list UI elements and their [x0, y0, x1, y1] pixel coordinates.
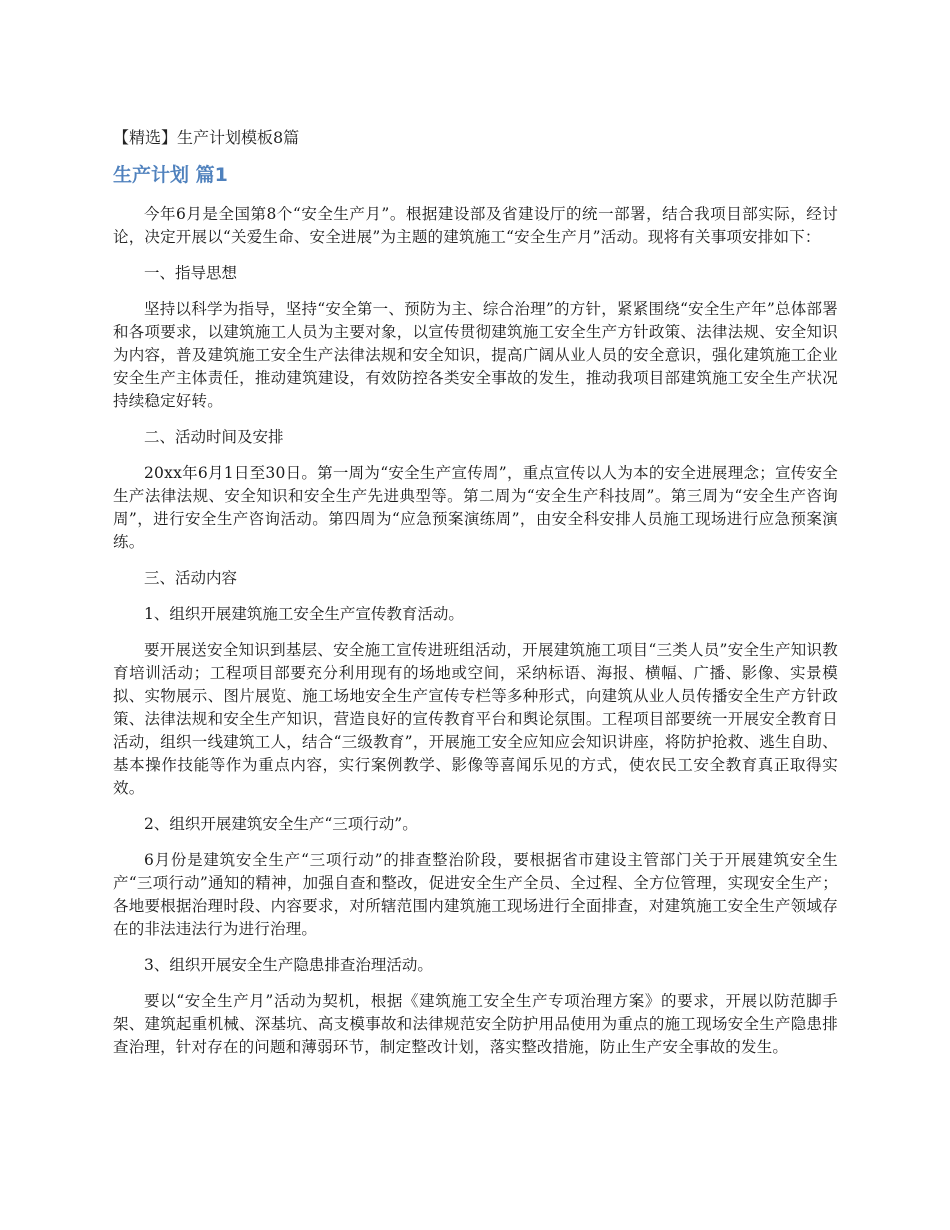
- paragraph: 坚持以科学为指导，坚持“安全第一、预防为主、综合治理”的方针，紧紧围绕“安全生产年”总体部署和各项要求，以建筑施工人员为主要对象，以宣传贯彻建筑施工安全生产方针政策、法律法规、安全知识为内容，普及建筑施工安全生产法律法规和安全知识，提高广阔从业人员的安全意识，强化建筑施工企业安全生产主体责任，推动建筑建设，有效防控各类安全事故的发生，推动我项目部建筑施工安全生产状况持续稳定好转。: [113, 300, 838, 410]
- subsection-heading: 三、活动内容: [144, 569, 238, 587]
- subsection-heading: 一、指导思想: [144, 264, 238, 282]
- paragraph: 要开展送安全知识到基层、安全施工宣传进班组活动，开展建筑施工项目“三类人员”安全生产知识教育培训活动；工程项目部要充分利用现有的场地或空间，采纳标语、海报、横幅、广播、影像、实景模拟、实物展示、图片展览、施工场地安全生产宣传专栏等多种形式，向建筑从业人员传播安全生产方针政策、法律法规和安全生产知识，营造良好的宣传教育平台和舆论氛围。工程项目部要统一开展安全教育日活动，组织一线建筑工人，结合“三级教育”，开展施工安全应知应会知识讲座，将防护抢救、逃生自助、基本操作技能等作为重点内容，实行案例教学、影像等喜闻乐见的方式，使农民工安全教育真正取得实效。: [113, 641, 838, 797]
- paragraph: 今年6月是全国第8个“安全生产月”。根据建设部及省建设厅的统一部署，结合我项目部实际，经讨论，决定开展以“关爱生命、安全进展”为主题的建筑施工“安全生产月”活动。现将有关事项安排如下：: [113, 205, 838, 246]
- subsection-heading: 二、活动时间及安排: [144, 428, 284, 446]
- section-heading: 生产计划 篇1: [113, 164, 228, 186]
- subsection-heading: 1、组织开展建筑施工安全生产宣传教育活动。: [144, 605, 464, 623]
- paragraph: 要以“安全生产月”活动为契机，根据《建筑施工安全生产专项治理方案》的要求，开展以防范脚手架、建筑起重机械、深基坑、高支模事故和法律规范安全防护用品使用为重点的施工现场安全生产隐患排查治理，针对存在的问题和薄弱环节，制定整改计划，落实整改措施，防止生产安全事故的发生。: [113, 992, 838, 1056]
- subsection-heading: 2、组织开展建筑安全生产“三项行动”。: [144, 815, 418, 833]
- paragraph: 6月份是建筑安全生产“三项行动”的排查整治阶段，要根据省市建设主管部门关于开展建筑安全生产“三项行动”通知的精神，加强自查和整改，促进安全生产全员、全过程、全方位管理，实现安全生产；各地要根据治理时段、内容要求，对所辖范围内建筑施工现场进行全面排查，对建筑施工安全生产领域存在的非法违法行为进行治理。: [113, 851, 838, 938]
- document-page: [113, 125, 838, 1072]
- document-body: [113, 203, 838, 1059]
- paragraph: 20xx年6月1日至30日。第一周为“安全生产宣传周”，重点宣传以人为本的安全进展理念；宣传安全生产法律法规、安全知识和安全生产先进典型等。第二周为“安全生产科技周”。第三周为“安全生产咨询周”，进行安全生产咨询活动。第四周为“应急预案演练周”，由安全科安排人员施工现场进行应急预案演练。: [113, 464, 838, 551]
- document-title: 【精选】生产计划模板8篇: [113, 128, 300, 147]
- subsection-heading: 3、组织开展安全生产隐患排查治理活动。: [144, 956, 433, 974]
